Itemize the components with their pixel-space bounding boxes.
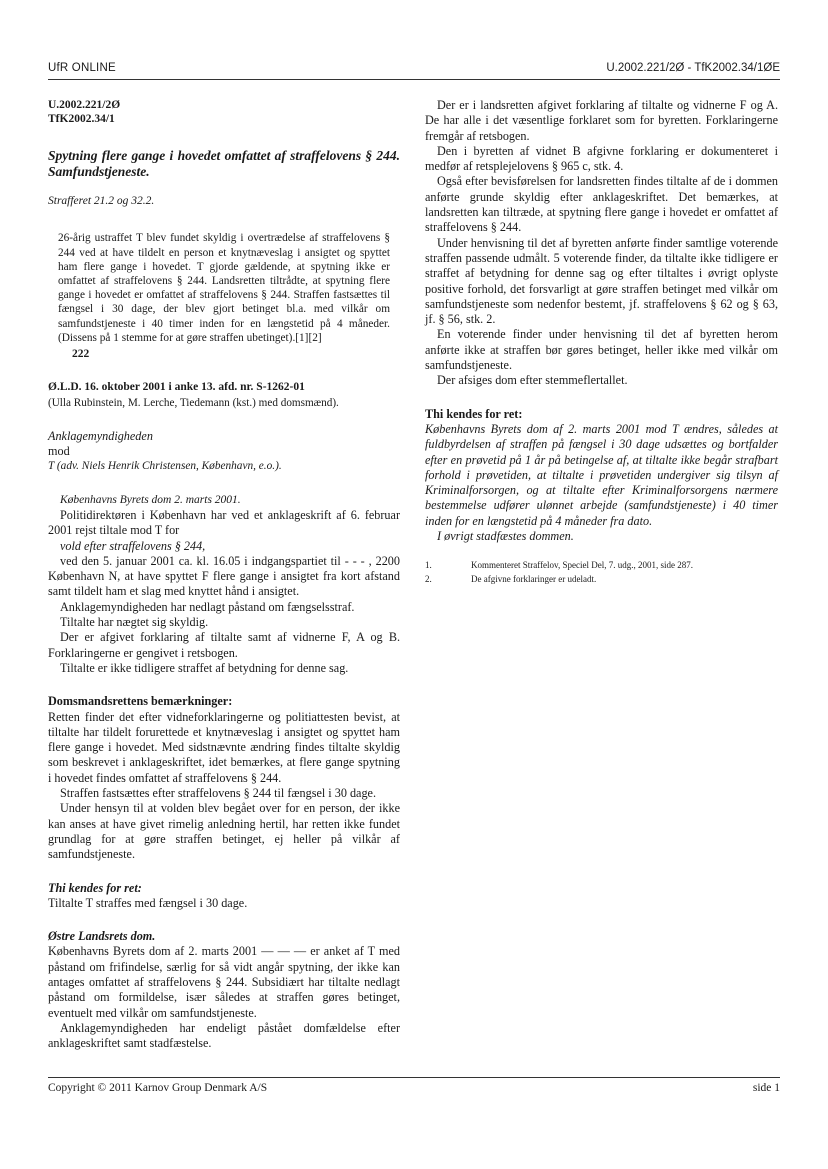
- lower-court-title: Københavns Byrets dom 2. marts 2001.: [60, 493, 241, 506]
- document-reference: U.2002.221/2Ø - TfK2002.34/1ØE: [606, 62, 780, 74]
- prosecution-claim: Anklagemyndigheden har nedlagt påstand om fængselsstraf.: [60, 599, 355, 614]
- witness-b-note: Den i byretten af vidnet B afgivne forklaring er dokumenteret i medfør af retsplejelovens § 965 c, stk. 4.: [425, 143, 778, 174]
- court-remarks-sentence: Straffen fastsættes efter straffelovens § 244 til fængsel i 30 dage.: [60, 786, 377, 801]
- verdict-heading-1: Thi kendes for ret:: [48, 880, 142, 895]
- verdict-heading-2: Thi kendes for ret:: [425, 406, 523, 421]
- subject-classification: Strafferet 21.2 og 32.2.: [48, 195, 155, 207]
- judges-line: (Ulla Rubinstein, M. Lerche, Tiedemann (kst.) med domsmænd).: [48, 396, 339, 409]
- prosecution-final-claim: Anklagemyndigheden har endeligt påstået domfældelse efter anklageskriftet samt stadfæstelse.: [48, 1020, 400, 1051]
- case-title: Spytning flere gange i hovedet omfattet af straffelovens § 244. Samfundstjeneste.: [48, 148, 400, 179]
- brand-label: UfR ONLINE: [48, 62, 116, 74]
- footnote-number: 2.: [425, 574, 432, 585]
- testimony-note: Der er afgivet forklaring af tiltalte samt af vidnerne F, A og B. Forklaringerne er gengivet i retsbogen.: [48, 630, 400, 660]
- majority-opinion: Under henvisning til det af byretten anførte finder samtlige voterende straffen passende udmålt. 5 voterende finder, da tiltalte ikke tidligere er straffet af betydning for denne sag og efter tiltaltes i øvrigt oplyste positive forhold, det forsvarligt at gøre straffen betinget med vilkår om samfundstjeneste som nedenfor bestemt, jf. straffelovens § 62 og § 63, jf. § 56, stk. 2.: [425, 235, 778, 327]
- verdict-text-1: Tiltalte T straffes med fængsel i 30 dage.: [48, 895, 248, 910]
- prior-record-note: Tiltalte er ikke tidligere straffet af betydning for denne sag.: [60, 660, 349, 675]
- court-remarks-heading: Domsmandsrettens bemærkninger:: [48, 694, 233, 709]
- footnotes: [425, 558, 778, 586]
- appeal-finding: Også efter bevisførelsen for landsretten findes tiltalte af de i dommen anførte grunde skyldig efter anklageskriftet. Det bemærkes, at landsretten kan tiltræde, at spytning flere gange i hovedet er omfattet af straffelovens § 244.: [425, 174, 778, 235]
- footnote-item: [425, 558, 778, 572]
- page-header: [48, 62, 780, 78]
- footer-divider: [48, 1077, 780, 1078]
- verdict-affirmation: I øvrigt stadfæstes dommen.: [437, 529, 574, 544]
- page-number-marker: 222: [72, 347, 90, 360]
- party-prosecution: Anklagemyndigheden: [48, 428, 153, 443]
- page-indicator: side 1: [752, 1082, 780, 1094]
- left-column: [48, 98, 400, 1052]
- case-line: Ø.L.D. 16. oktober 2001 i anke 13. afd. nr. S-1262-01: [48, 381, 305, 394]
- versus-label: mod: [48, 444, 70, 459]
- charge-description: ved den 5. januar 2001 ca. kl. 16.05 i indgangspartiet til - - - , 2200 København N, at have spyttet F flere gange i ansigtet fra kort afstand samt tildelt ham et slag med knyttet hånd i ansigtet.: [48, 553, 400, 599]
- appeal-testimony: Der er i landsretten afgivet forklaring af tiltalte og vidnerne F og A. De har alle i det væsentlige forklaret som for byretten. Forklaringerne fremgår af retsbogen.: [425, 98, 778, 143]
- reference-block: [48, 98, 400, 126]
- majority-ruling-note: Der afsiges dom efter stemmeflertallet.: [437, 373, 628, 388]
- copyright-notice: Copyright © 2011 Karnov Group Denmark A/S: [48, 1082, 268, 1094]
- case-summary: 26-årig ustraffet T blev fundet skyldig i overtrædelse af straffelovens § 244 ved at have tildelt en person et knytnæveslag i ansigtet og spyttet ham flere gange i hovedet. T gjorde gældende, at spytning ikke er omfattet af straffelovens § 244. Landsretten tiltrådte, at spytning flere gange i hovedet er omfattet af straffelovens § 244. Straffen fastsættes til fængsel i 30 dage, der blev gjort betinget bl.a. med vilkår om samfundstjeneste i 40 timer inden for en længstetid på 4 måneder. (Dissens på 1 stemme for at gøre straffen ubetinget).[1][2]: [58, 232, 390, 344]
- appeal-claim: Københavns Byrets dom af 2. marts 2001 — — — er anket af T med påstand om frifindelse, særlig for så vidt angår spytning, der ikke kan antages omfattet af straffelovens § 244. Subsidiært har tiltalte nedlagt påstand om formildelse, især således at straffen gøres betinget, eventuelt med vilkår om samfundstjeneste.: [48, 944, 400, 1020]
- dissent-opinion: En voterende finder under henvisning til det af byretten herom anførte ikke at straffen bør gøres betinget, heller ikke med vilkår om samfundstjeneste.: [425, 327, 778, 373]
- indictment-text: Politidirektøren i København har ved et anklageskrift af 6. februar 2001 rejst tiltale mod T for: [48, 508, 400, 538]
- charge-label: vold efter straffelovens § 244,: [60, 538, 206, 553]
- party-defendant: T (adv. Niels Henrik Christensen, København, e.o.).: [48, 460, 282, 473]
- footnote-item: [425, 572, 778, 586]
- reference-tfk: TfK2002.34/1: [48, 113, 115, 125]
- right-column: [425, 98, 778, 586]
- court-remarks-reasoning: Under hensyn til at volden blev begået over for en person, der ikke kan anses at have givet rimelig anledning hertil, har retten ikke fundet grundlag for at gøre straffen betinget, ej heller på vilkår af samfundstjeneste.: [48, 801, 400, 862]
- header-divider: [48, 79, 780, 80]
- reference-ufr: U.2002.221/2Ø: [48, 99, 121, 111]
- footnote-number: 1.: [425, 560, 432, 571]
- footnote-text: Kommenteret Straffelov, Speciel Del, 7. udg., 2001, side 287.: [471, 560, 693, 571]
- defendant-plea: Tiltalte har nægtet sig skyldig.: [60, 615, 209, 630]
- footnote-text: De afgivne forklaringer er udeladt.: [471, 574, 597, 585]
- verdict-text-2: Københavns Byrets dom af 2. marts 2001 mod T ændres, således at fuldbyrdelsen af straffen på fængsel i 30 dage udsættes og bortfalder efter en prøvetid på 1 år på betingelse af, at tiltalte ikke begår strafbart forhold i prøvetiden, at tiltalte i prøvetiden undergiver sig tilsyn af Kriminalforsorgen, og at tiltalte efter Kriminalforsorgens nærmere bestemmelse udfører ulønnet arbejde (samfundstjeneste) i 40 timer inden for en længstetid på 4 måneder fra dato.: [425, 421, 778, 528]
- court-remarks-finding: Retten finder det efter vidneforklaringerne og politiattesten bevist, at tiltalte har tildelt forurettede et knytnæveslag i ansigtet og spyttet ham flere gange i hovedet. Med sidstnævnte ændring findes tiltalte skyldig som beskrevet i anklageskriftet, idet bemærkes, at flere gange spytning i hovedet findes omfattet af straffelovens § 244.: [48, 709, 400, 785]
- appeal-court-heading: Østre Landsrets dom.: [48, 929, 156, 944]
